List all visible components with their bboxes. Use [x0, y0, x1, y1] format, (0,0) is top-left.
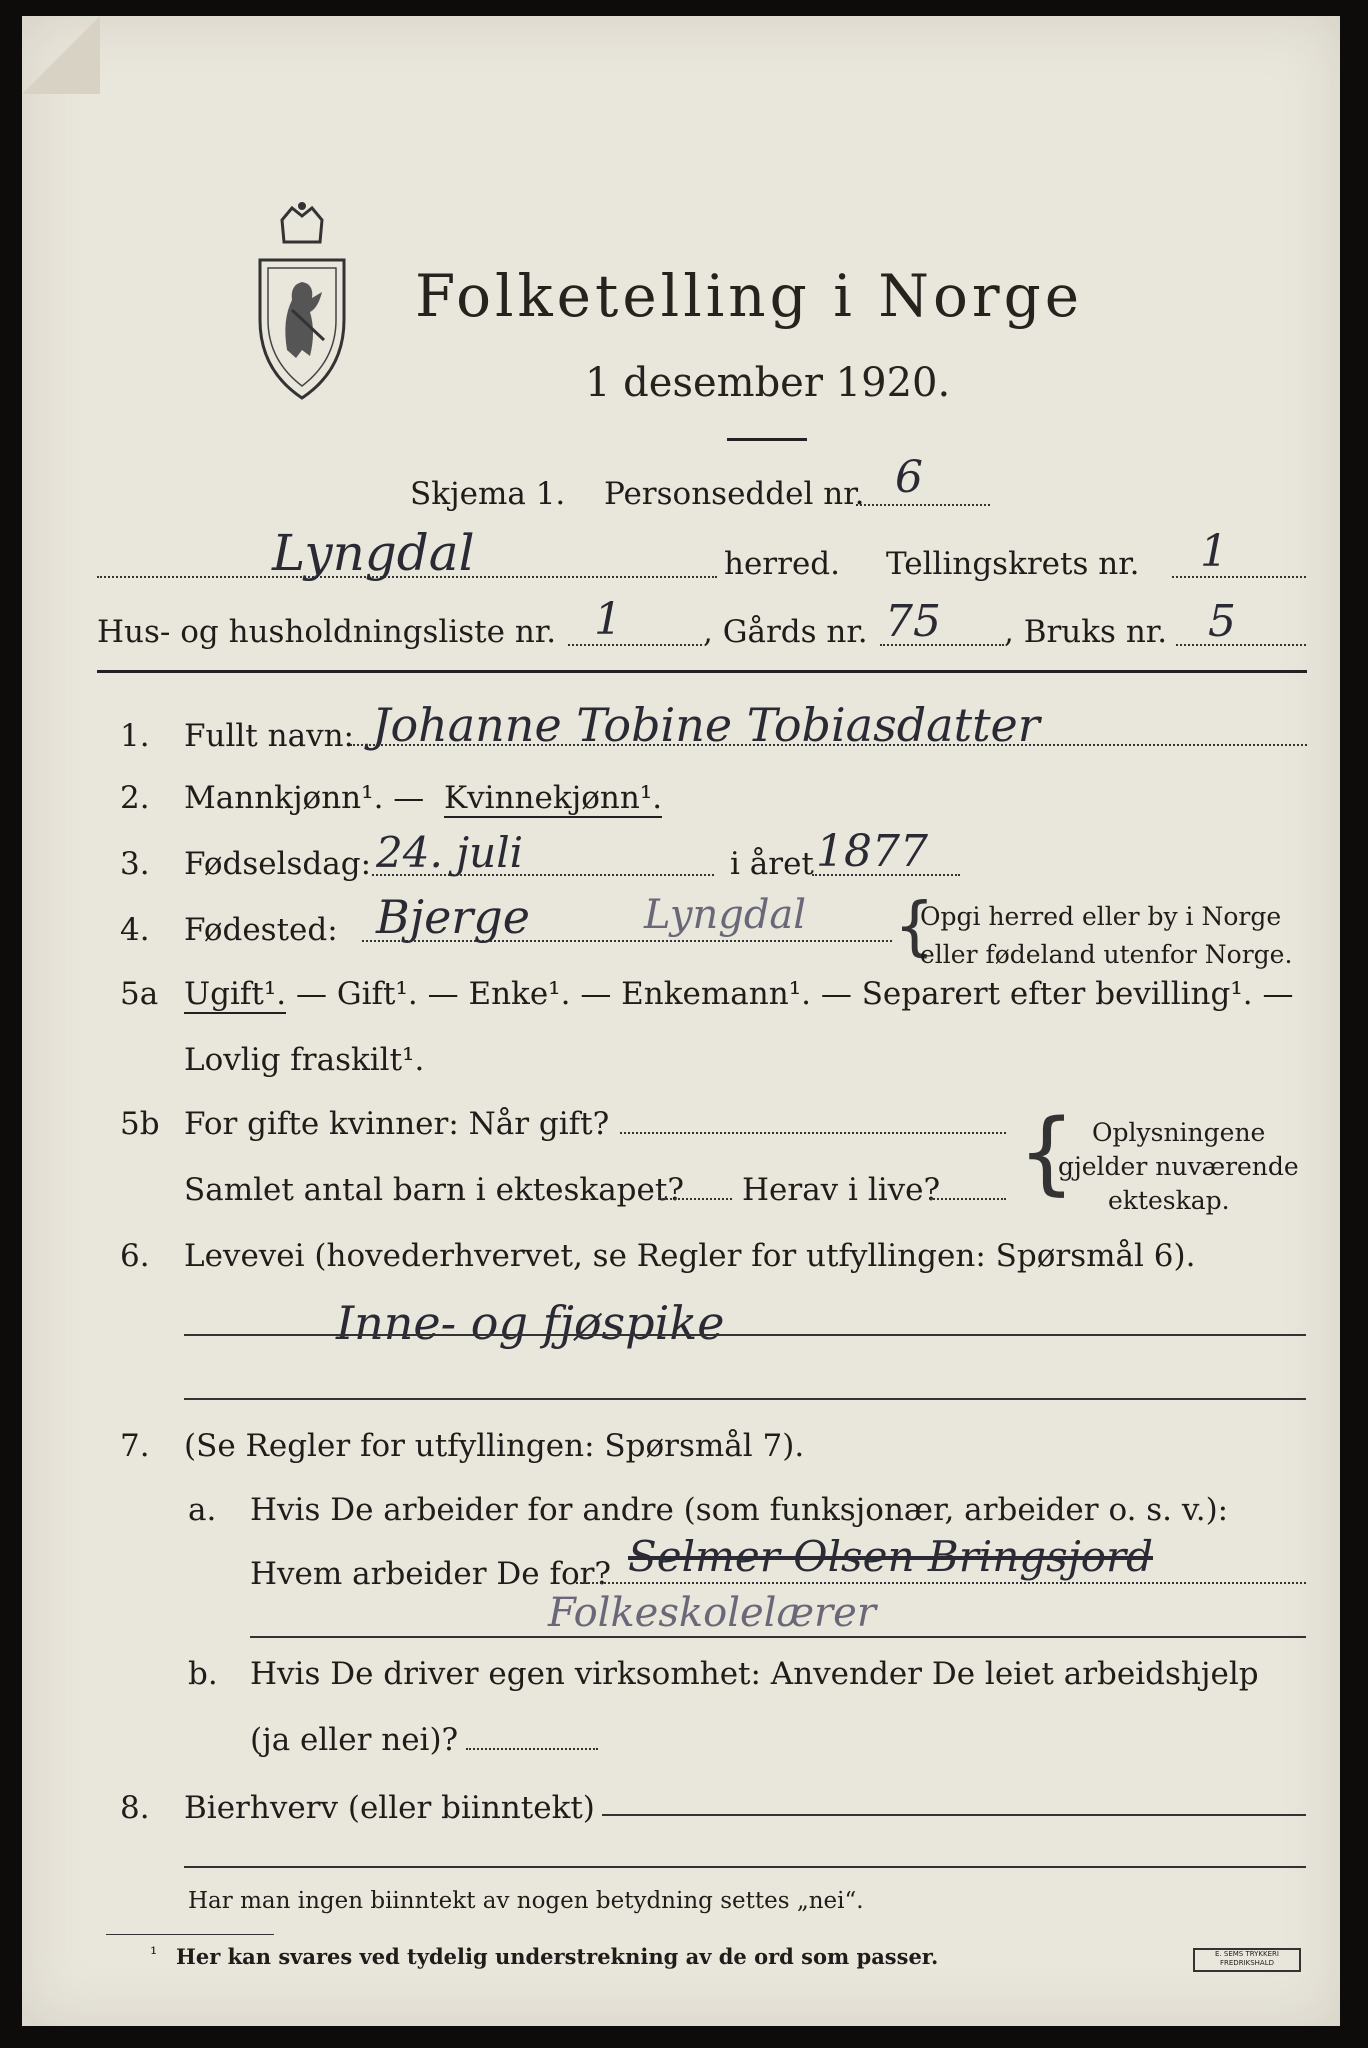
- q5b-line2a: Samlet antal barn i ekteskapet?: [184, 1172, 684, 1208]
- q7b-dots: [466, 1748, 598, 1750]
- q5b-line2b: Herav i live?: [742, 1172, 941, 1208]
- bruks-label: , Bruks nr.: [1004, 614, 1168, 650]
- q2-male-option[interactable]: Mannkjønn¹. —: [184, 780, 425, 816]
- printer-mark: E. SEMS TRYKKERI FREDRIKSHALD: [1193, 1948, 1301, 1972]
- q5b-note-line2: gjelder nuværende: [1058, 1152, 1299, 1181]
- q3-year-label: i året: [730, 846, 814, 882]
- census-date: 1 desember 1920.: [585, 360, 951, 406]
- footer-note: Har man ingen biinntekt av nogen betydning settes „nei“.: [188, 1888, 864, 1914]
- q6-occupation-value[interactable]: Inne- og fjøspike: [336, 1296, 725, 1350]
- q5b-children-dots: [658, 1198, 732, 1200]
- form-title: Folketelling i Norge: [415, 262, 1084, 330]
- personseddel-dots: [856, 504, 990, 506]
- q3-number: 3.: [120, 846, 150, 882]
- q5b-line1: For gifte kvinner: Når gift?: [184, 1106, 610, 1142]
- q3-birthday-value[interactable]: 24. juli: [376, 828, 524, 877]
- q5b-brace: {: [1018, 1100, 1076, 1205]
- header-separator: [97, 670, 1307, 673]
- norwegian-coat-of-arms-icon: [252, 200, 352, 400]
- q3-label: Fødselsdag:: [184, 846, 372, 882]
- q1-full-name-value[interactable]: Johanne Tobine Tobiasdatter: [372, 698, 1040, 752]
- q4-brace: {: [894, 890, 935, 964]
- q4-birthplace-value[interactable]: Bjerge: [376, 890, 530, 944]
- hus-value[interactable]: 1: [594, 594, 622, 645]
- hus-label: Hus- og husholdningsliste nr.: [97, 614, 557, 650]
- q7a-dots: [576, 1582, 1306, 1584]
- personseddel-label: Personseddel nr.: [604, 476, 865, 512]
- q5a-fraskilt-option[interactable]: Lovlig fraskilt¹.: [184, 1042, 425, 1078]
- q7a-line-extra: [250, 1636, 1306, 1638]
- bruks-value[interactable]: 5: [1208, 596, 1236, 647]
- q5b-alive-dots: [930, 1198, 1006, 1200]
- footnote-rule: [106, 1934, 274, 1935]
- bruks-dots: [1176, 644, 1306, 646]
- q6-line2: [184, 1398, 1306, 1400]
- herred-value[interactable]: Lyngdal: [272, 524, 475, 582]
- q7a-employer-pencil-value[interactable]: Folkeskolelærer: [548, 1590, 876, 1636]
- schema-label: Skjema 1.: [410, 476, 566, 512]
- hus-dots: [568, 644, 702, 646]
- q7a-letter: a.: [188, 1492, 217, 1528]
- q5a-ugift-option-underlined[interactable]: Ugift¹.: [184, 976, 287, 1012]
- herred-label: herred.: [724, 546, 840, 582]
- q6-line1: [184, 1334, 1306, 1336]
- q7b-line2: (ja eller nei)?: [250, 1722, 459, 1758]
- q6-number: 6.: [120, 1238, 150, 1274]
- q8-label: Bierhverv (eller biinntekt): [184, 1790, 595, 1826]
- title-divider: [727, 438, 807, 441]
- tellingskrets-value[interactable]: 1: [1200, 526, 1228, 577]
- q5b-married-dots: [620, 1132, 1006, 1134]
- q5b-note-line1: Oplysningene: [1092, 1118, 1266, 1147]
- tellingskrets-dots: [1172, 576, 1306, 578]
- q6-label: Levevei (hovederhvervet, se Regler for utfyllingen: Spørsmål 6).: [184, 1238, 1196, 1274]
- q4-note-line2: eller fødeland utenfor Norge.: [920, 940, 1293, 969]
- q8-number: 8.: [120, 1790, 150, 1826]
- q4-number: 4.: [120, 912, 150, 948]
- q7-label: (Se Regler for utfyllingen: Spørsmål 7).: [184, 1428, 805, 1464]
- q5a-number: 5a: [120, 976, 159, 1012]
- q1-label: Fullt navn:: [184, 718, 354, 754]
- gards-value[interactable]: 75: [885, 596, 941, 647]
- q2-number: 2.: [120, 780, 150, 816]
- q1-number: 1.: [120, 718, 150, 754]
- footnote-mark: ¹: [150, 1944, 158, 1965]
- q7a-employer-value[interactable]: Selmer Olsen Bringsjord: [628, 1532, 1153, 1581]
- q5a-other-options[interactable]: — Gift¹. — Enke¹. — Enkemann¹. — Separert efter bevilling¹. —: [296, 976, 1294, 1012]
- q2-female-option-underlined[interactable]: Kvinnekjønn¹.: [444, 780, 663, 816]
- folded-corner: [22, 16, 100, 94]
- q4-label: Fødested:: [184, 912, 338, 948]
- gards-label: , Gårds nr.: [703, 614, 868, 650]
- q8-line2: [184, 1866, 1306, 1868]
- q4-note-line1: Opgi herred eller by i Norge: [920, 902, 1282, 931]
- footnote-text: Her kan svares ved tydelig understrekning av de ord som passer.: [176, 1944, 939, 1969]
- q3-year-value[interactable]: 1877: [816, 826, 928, 877]
- q7a-line1: Hvis De arbeider for andre (som funksjonær, arbeider o. s. v.):: [250, 1492, 1229, 1528]
- personseddel-value[interactable]: 6: [895, 452, 923, 503]
- q5b-note-line3: ekteskap.: [1108, 1186, 1230, 1215]
- q7a-line2: Hvem arbeider De for?: [250, 1556, 612, 1592]
- tellingskrets-label: Tellingskrets nr.: [886, 546, 1140, 582]
- q5b-number: 5b: [120, 1106, 160, 1142]
- q7b-letter: b.: [188, 1656, 218, 1692]
- q8-line1: [602, 1814, 1306, 1816]
- q7-number: 7.: [120, 1428, 150, 1464]
- q7b-line1: Hvis De driver egen virksomhet: Anvender De leiet arbeidshjelp: [250, 1656, 1259, 1692]
- q4-birthplace-pencil-value[interactable]: Lyngdal: [644, 892, 807, 938]
